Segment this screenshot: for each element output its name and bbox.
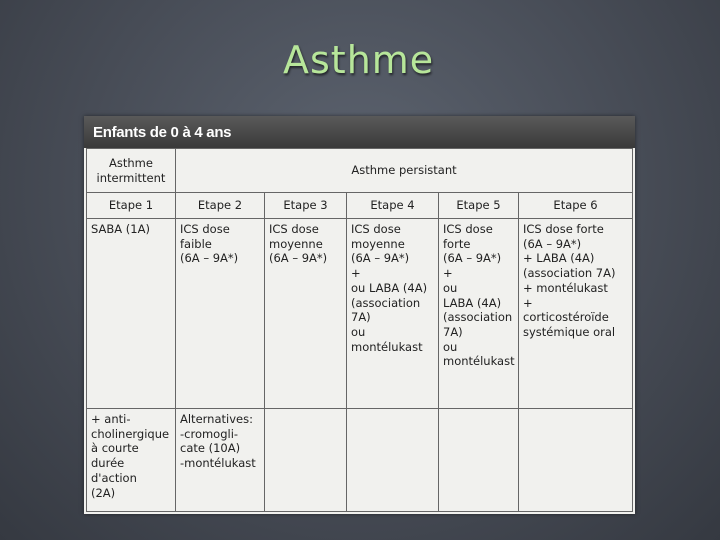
alternatives-row <box>87 409 633 512</box>
alternative-cell <box>439 409 519 512</box>
step-header: Etape 6 <box>519 193 633 219</box>
alternative-cell: + anti- cholinergique à courte durée d'action (2A) <box>87 409 176 512</box>
table-band-title: Enfants de 0 à 4 ans <box>93 124 232 141</box>
steps-row <box>87 193 633 219</box>
treatment-cell: ICS dose moyenne (6A – 9A*) <box>265 219 347 409</box>
treatment-cell: ICS dose moyenne (6A – 9A*) + ou LABA (4A) (association 7A) ou montélukast <box>347 219 439 409</box>
step-header: Etape 5 <box>439 193 519 219</box>
step-header: Etape 1 <box>87 193 176 219</box>
header-row <box>87 149 633 193</box>
alternative-cell <box>347 409 439 512</box>
treatment-cell: ICS dose faible (6A – 9A*) <box>176 219 265 409</box>
table-band <box>84 116 635 148</box>
asthma-steps-table <box>86 148 633 512</box>
alternative-cell <box>519 409 633 512</box>
persistent-header: Asthme persistant <box>176 149 633 193</box>
step-header: Etape 2 <box>176 193 265 219</box>
alternative-cell: Alternatives: -cromogli- cate (10A) -montélukast <box>176 409 265 512</box>
step-header: Etape 3 <box>265 193 347 219</box>
slide-title: Asthme <box>283 38 435 82</box>
treatment-table-image <box>84 116 635 514</box>
step-header: Etape 4 <box>347 193 439 219</box>
treatment-cell: ICS dose forte (6A – 9A*) + ou LABA (4A) (association 7A) ou montélukast <box>439 219 519 409</box>
alternative-cell <box>265 409 347 512</box>
intermittent-header: Asthme intermittent <box>87 149 176 193</box>
treatment-cell: ICS dose forte (6A – 9A*) + LABA (4A) (association 7A) + montélukast + corticostéroïde systémique oral <box>519 219 633 409</box>
treatment-cell: SABA (1A) <box>87 219 176 409</box>
treatment-row <box>87 219 633 409</box>
